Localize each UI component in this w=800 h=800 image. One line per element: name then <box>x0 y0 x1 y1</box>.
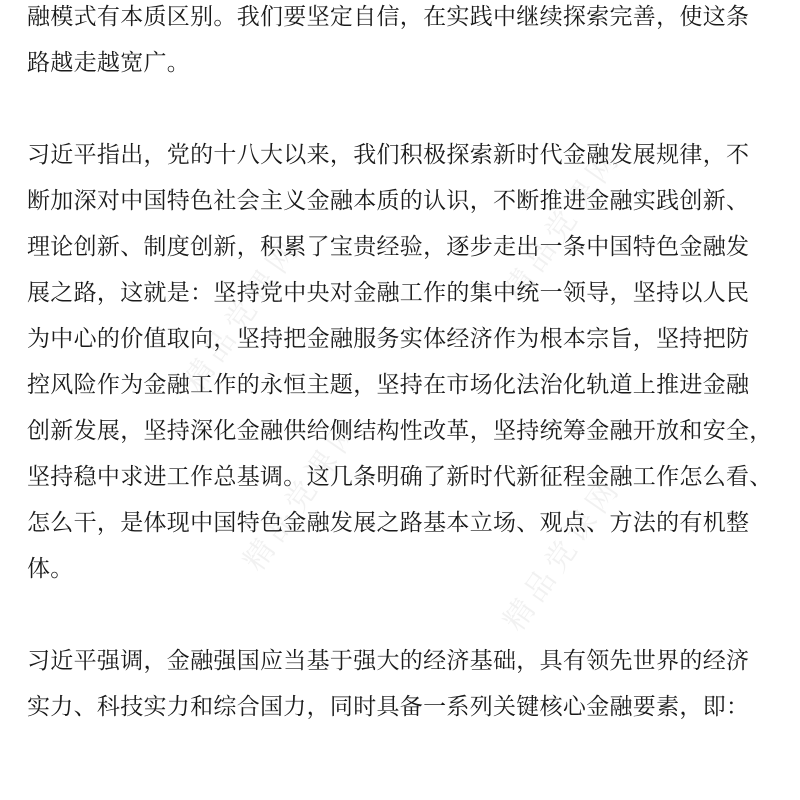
text-line: 实力、科技实力和综合国力，同时具备一系列关键核心金融要素，即： <box>27 694 750 720</box>
paragraph-gap <box>27 592 777 638</box>
text-line: 坚持稳中求进工作总基调。这几条明确了新时代新征程金融工作怎么看、 <box>27 464 773 490</box>
paragraph <box>27 638 777 730</box>
text-line: 习近平指出，党的十八大以来，我们积极探索新时代金融发展规律，不 <box>27 142 750 168</box>
text-line: 习近平强调，金融强国应当基于强大的经济基础，具有领先世界的经济 <box>27 648 750 674</box>
text-line: 路越走越宽广。 <box>27 50 191 76</box>
article-body <box>27 0 777 730</box>
text-line: 断加深对中国特色社会主义金融本质的认识，不断推进金融实践创新、 <box>27 188 750 214</box>
watermark: 精品党课网 <box>176 230 309 398</box>
paragraph-gap <box>27 86 777 132</box>
text-line: 为中心的价值取向，坚持把金融服务实体经济作为根本宗旨，坚持把防 <box>27 326 750 352</box>
text-line: 体。 <box>27 556 74 582</box>
watermark: 精品党课网 <box>496 470 629 638</box>
text-line: 怎么干，是体现中国特色金融发展之路基本立场、观点、方法的有机整 <box>27 510 750 536</box>
paragraph <box>27 132 777 592</box>
watermark: 精品党课网 <box>496 140 629 308</box>
text-line: 控风险作为金融工作的永恒主题，坚持在市场化法治化轨道上推进金融 <box>27 372 750 398</box>
paragraph <box>27 0 777 86</box>
text-line: 创新发展，坚持深化金融供给侧结构性改革，坚持统筹金融开放和安全， <box>27 418 773 444</box>
text-line: 展之路，这就是：坚持党中央对金融工作的集中统一领导，坚持以人民 <box>27 280 750 306</box>
text-line: 融模式有本质区别。我们要坚定自信，在实践中继续探索完善，使这条 <box>27 4 750 30</box>
watermark: 精品党课网 <box>236 410 369 578</box>
text-line: 理论创新、制度创新，积累了宝贵经验，逐步走出一条中国特色金融发 <box>27 234 750 260</box>
